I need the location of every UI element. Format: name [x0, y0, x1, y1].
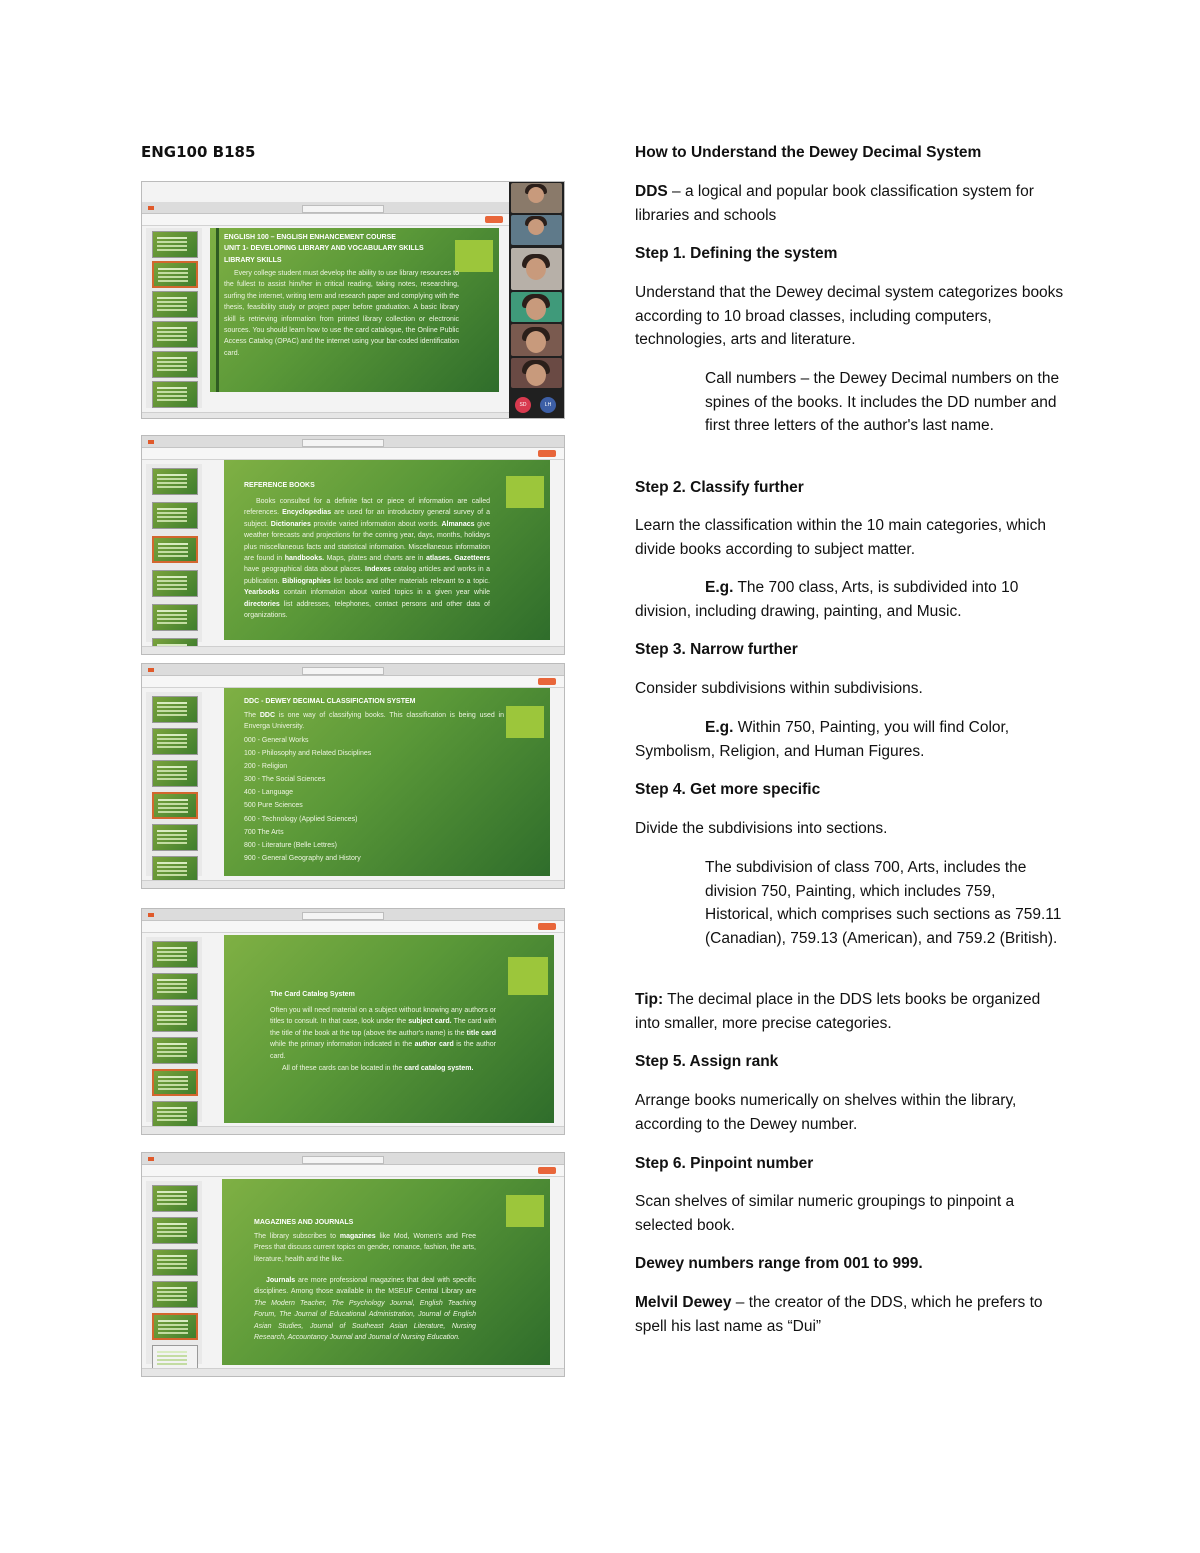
- slide-thumbnail[interactable]: [152, 1185, 198, 1212]
- step2-text: Learn the classification within the 10 main categories, which divide books according to subject matter.: [635, 517, 1046, 558]
- ddc-class-item: 700 The Arts: [244, 828, 284, 836]
- browser-bar: [142, 202, 511, 214]
- screenshot-card-catalog: [141, 908, 565, 1135]
- slide-thumbnail[interactable]: [152, 1005, 198, 1032]
- slide-ddc: [224, 688, 550, 876]
- slide-library-skills: [210, 228, 499, 392]
- slide-thumbnail[interactable]: [152, 760, 198, 787]
- ddc-class-item: 200 - Religion: [244, 763, 288, 771]
- step3-text: Consider subdivisions within subdivisions.: [635, 680, 923, 697]
- slide-accent-square: [455, 240, 493, 272]
- ddc-class-item: 400 - Language: [244, 789, 294, 797]
- screenshot-magazines: [141, 1152, 565, 1377]
- slide-thumbnails: [146, 937, 202, 1122]
- participant-video: [511, 292, 562, 322]
- example-750: E.g. Within 750, Painting, you will find Color, Symbolism, Religion, and Human Figures.: [635, 719, 1010, 760]
- slide-body-2: All of these cards can be located in the card catalog system.: [282, 1065, 474, 1072]
- slide-thumbnail[interactable]: [152, 1281, 198, 1308]
- ribbon-bar: [142, 921, 564, 933]
- ddc-class-item: 500 Pure Sciences: [244, 802, 303, 810]
- slide-title: REFERENCE BOOKS: [244, 482, 315, 489]
- slide-thumbnail[interactable]: [152, 291, 198, 318]
- ddc-class-item: 000 - General Works: [244, 737, 309, 744]
- dds-definition: DDS – a logical and popular book classification system for libraries and schools: [635, 183, 1034, 224]
- melvil-dewey-note: Melvil Dewey – the creator of the DDS, which he prefers to spell his last name as “Dui”: [635, 1294, 1043, 1335]
- ddc-class-item: 300 - The Social Sciences: [244, 776, 326, 784]
- slide-thumbnail[interactable]: [152, 941, 198, 968]
- participant-video: [511, 358, 562, 388]
- course-code-heading: ENG100 B185: [141, 143, 256, 161]
- slide-thumbnail-selected[interactable]: [152, 261, 198, 288]
- ddc-class-list: [244, 734, 464, 865]
- slide-magazines: [222, 1179, 550, 1365]
- slide-thumbnail[interactable]: [152, 1217, 198, 1244]
- status-bar: [142, 1368, 564, 1376]
- slide-body: Books consulted for a definite fact or piece of information are called references. Encyclopedias are used for an introductory general survey of a subject. Dictionaries provide varied information about words. Almanacs give weather forecasts and projections for the coming year, days, months, holidays plus miscellaneous facts and statistical information. Miscellaneous information are found in handbooks. Maps, plates and charts are in atlases. Gazetteers have geographical data about places. Indexes catalog articles and works in a publication. Bibliographies list books and other materials relevant to a topic. Yearbooks contain information about varied topics in a given year while directories list addresses, telephones, contact persons and other data of organizations.: [244, 498, 491, 620]
- step4-text: Divide the subdivisions into sections.: [635, 820, 888, 837]
- slide-body: Every college student must develop the ability to use library resources to the fullest to assist him/her in critical reading, taking notes, researching, surfing the internet, writing term and research paper and complying with the thesis, feasibility study or project paper before graduation. A basic library skill is retrieving information from printed library collection or electronic sources. You should learn how to use the card catalogue, the Online Public Access Catalog (OPAC) and the internet using your bar-coded identification card.: [224, 270, 459, 357]
- status-bar: [142, 880, 564, 888]
- slide-thumbnails: [146, 464, 202, 642]
- slide-thumbnail[interactable]: [152, 1249, 198, 1276]
- slide-body: The library subscribes to magazines like Mod, Women's and Free Press that discuss current topics on gender, romance, fashion, the arts, literature, health and the like.: [254, 1233, 476, 1263]
- tip-note: Tip: The decimal place in the DDS lets books be organized into smaller, more precise categories.: [635, 991, 1041, 1032]
- ddc-class-item: 900 - General Geography and History: [244, 854, 361, 862]
- slide-thumbnail-selected[interactable]: [152, 536, 198, 563]
- slide-body-2: Journals are more professional magazines that deal with specific disciplines. Among those available in the MSEUF Central Library are The Modern Teacher, The Psychology Journal, English Teaching Forum, The Journal of Educational Administration, Journal of English Asian Studies, Journal of Southeast Asian Literature, Nursing Research, Accountancy Journal and Journal of Nursing Education.: [254, 1277, 476, 1342]
- slide-accent-square: [506, 706, 544, 738]
- slide-thumbnail[interactable]: [152, 1101, 198, 1128]
- slide-thumbnail[interactable]: [152, 502, 198, 529]
- slide-thumbnail[interactable]: [152, 973, 198, 1000]
- ddc-class-item: 100 - Philosophy and Related Disciplines: [244, 750, 372, 758]
- ribbon-bar: [142, 1165, 564, 1177]
- participant-video: [511, 248, 562, 290]
- slide-thumbnail[interactable]: [152, 231, 198, 258]
- ddc-class-item: 800 - Literature (Belle Lettres): [244, 841, 337, 849]
- status-bar: [142, 1126, 564, 1134]
- slide-accent-square: [506, 1195, 544, 1227]
- participant-video: [511, 215, 562, 245]
- browser-bar: [142, 664, 564, 676]
- slide-thumbnail[interactable]: [152, 351, 198, 378]
- participant-video: [511, 324, 562, 356]
- ddc-class-item: 600 - Technology (Applied Sciences): [244, 815, 358, 823]
- ribbon-bar: [142, 448, 564, 460]
- participant-avatar[interactable]: LH: [540, 397, 556, 413]
- slide-thumbnail[interactable]: [152, 604, 198, 631]
- slide-reference-books: [224, 460, 550, 640]
- step6-title: Step 6. Pinpoint number: [635, 1155, 814, 1172]
- slide-thumbnail[interactable]: [152, 570, 198, 597]
- slide-thumbnails: [146, 1181, 202, 1364]
- slide-thumbnail-selected[interactable]: [152, 792, 198, 819]
- participant-video: [511, 183, 562, 213]
- screenshot-ddc: [141, 663, 565, 889]
- ribbon-bar: [142, 214, 511, 226]
- screenshot-library-skills: [141, 181, 565, 419]
- ribbon-bar: [142, 676, 564, 688]
- slide-thumbnail-selected[interactable]: [152, 1313, 198, 1340]
- slide-title: The Card Catalog System: [270, 991, 355, 998]
- slide-accent-square: [506, 476, 544, 508]
- slide-thumbnails: [146, 228, 202, 408]
- browser-bar: [142, 909, 564, 921]
- participant-avatar[interactable]: SD: [515, 397, 531, 413]
- slide-thumbnail[interactable]: [152, 728, 198, 755]
- slide-card-catalog: [224, 935, 554, 1123]
- video-participants-panel: [509, 182, 564, 418]
- step5-title: Step 5. Assign rank: [635, 1053, 779, 1070]
- slide-body: Often you will need material on a subject without knowing any authors or titles to consult. In that case, look under the subject card. The card with the title of the book at the top (above the author's name) is the title card while the primary information indicated in the author card is the author card.: [270, 1007, 496, 1060]
- step5-text: Arrange books numerically on shelves within the library, according to the Dewey number.: [635, 1092, 1017, 1133]
- screenshot-reference-books: [141, 435, 565, 655]
- slide-thumbnail[interactable]: [152, 824, 198, 851]
- slide-accent-bar: [216, 228, 219, 392]
- status-bar: [142, 412, 511, 419]
- step4-title: Step 4. Get more specific: [635, 781, 821, 798]
- slide-accent-square: [508, 957, 548, 995]
- slide-thumbnail[interactable]: [152, 468, 198, 495]
- step1-title: Step 1. Defining the system: [635, 245, 838, 262]
- slide-thumbnail-selected[interactable]: [152, 1069, 198, 1096]
- slide-thumbnail[interactable]: [152, 381, 198, 408]
- example-700: E.g. The 700 class, Arts, is subdivided into 10 division, including drawing, painting, and Music.: [635, 579, 1019, 620]
- step4-example: The subdivision of class 700, Arts, includes the division 750, Painting, which includes 759, Historical, which comprises such sections as 759.11 (Canadian), 759.13 (American), and 759.2 (British).: [705, 859, 1062, 947]
- slide-subtitle: UNIT 1- DEVELOPING LIBRARY AND VOCABULARY SKILLS: [224, 245, 424, 253]
- step3-title: Step 3. Narrow further: [635, 641, 798, 658]
- status-bar: [142, 646, 564, 654]
- dewey-range: Dewey numbers range from 001 to 999.: [635, 1255, 923, 1272]
- slide-title: MAGAZINES AND JOURNALS: [254, 1219, 354, 1226]
- slide-thumbnails: [146, 692, 202, 876]
- step1-text: Understand that the Dewey decimal system categorizes books according to 10 broad classes, including computers, technologies, arts and literature.: [635, 284, 1064, 348]
- slide-intro: The DDC is one way of classifying books. This classification is being used in Enverga University.: [244, 712, 504, 731]
- slide-title: ENGLISH 100 – ENGLISH ENHANCEMENT COURSE: [224, 234, 396, 241]
- slide-thumbnail[interactable]: [152, 321, 198, 348]
- browser-bar: [142, 436, 564, 448]
- slide-thumbnail[interactable]: [152, 696, 198, 723]
- slide-thumbnail[interactable]: [152, 1037, 198, 1064]
- slide-thumbnail[interactable]: [152, 856, 198, 883]
- step2-title: Step 2. Classify further: [635, 479, 804, 496]
- slide-title: DDC - DEWEY DECIMAL CLASSIFICATION SYSTEM: [244, 698, 416, 705]
- slide-heading: LIBRARY SKILLS: [224, 256, 282, 264]
- call-numbers-note: Call numbers – the Dewey Decimal numbers on the spines of the books. It includes the DD number and first three letters of the author's last name.: [705, 370, 1060, 434]
- notes-heading: How to Understand the Dewey Decimal System: [635, 144, 982, 161]
- browser-bar: [142, 1153, 564, 1165]
- step6-text: Scan shelves of similar numeric groupings to pinpoint a selected book.: [635, 1193, 1015, 1234]
